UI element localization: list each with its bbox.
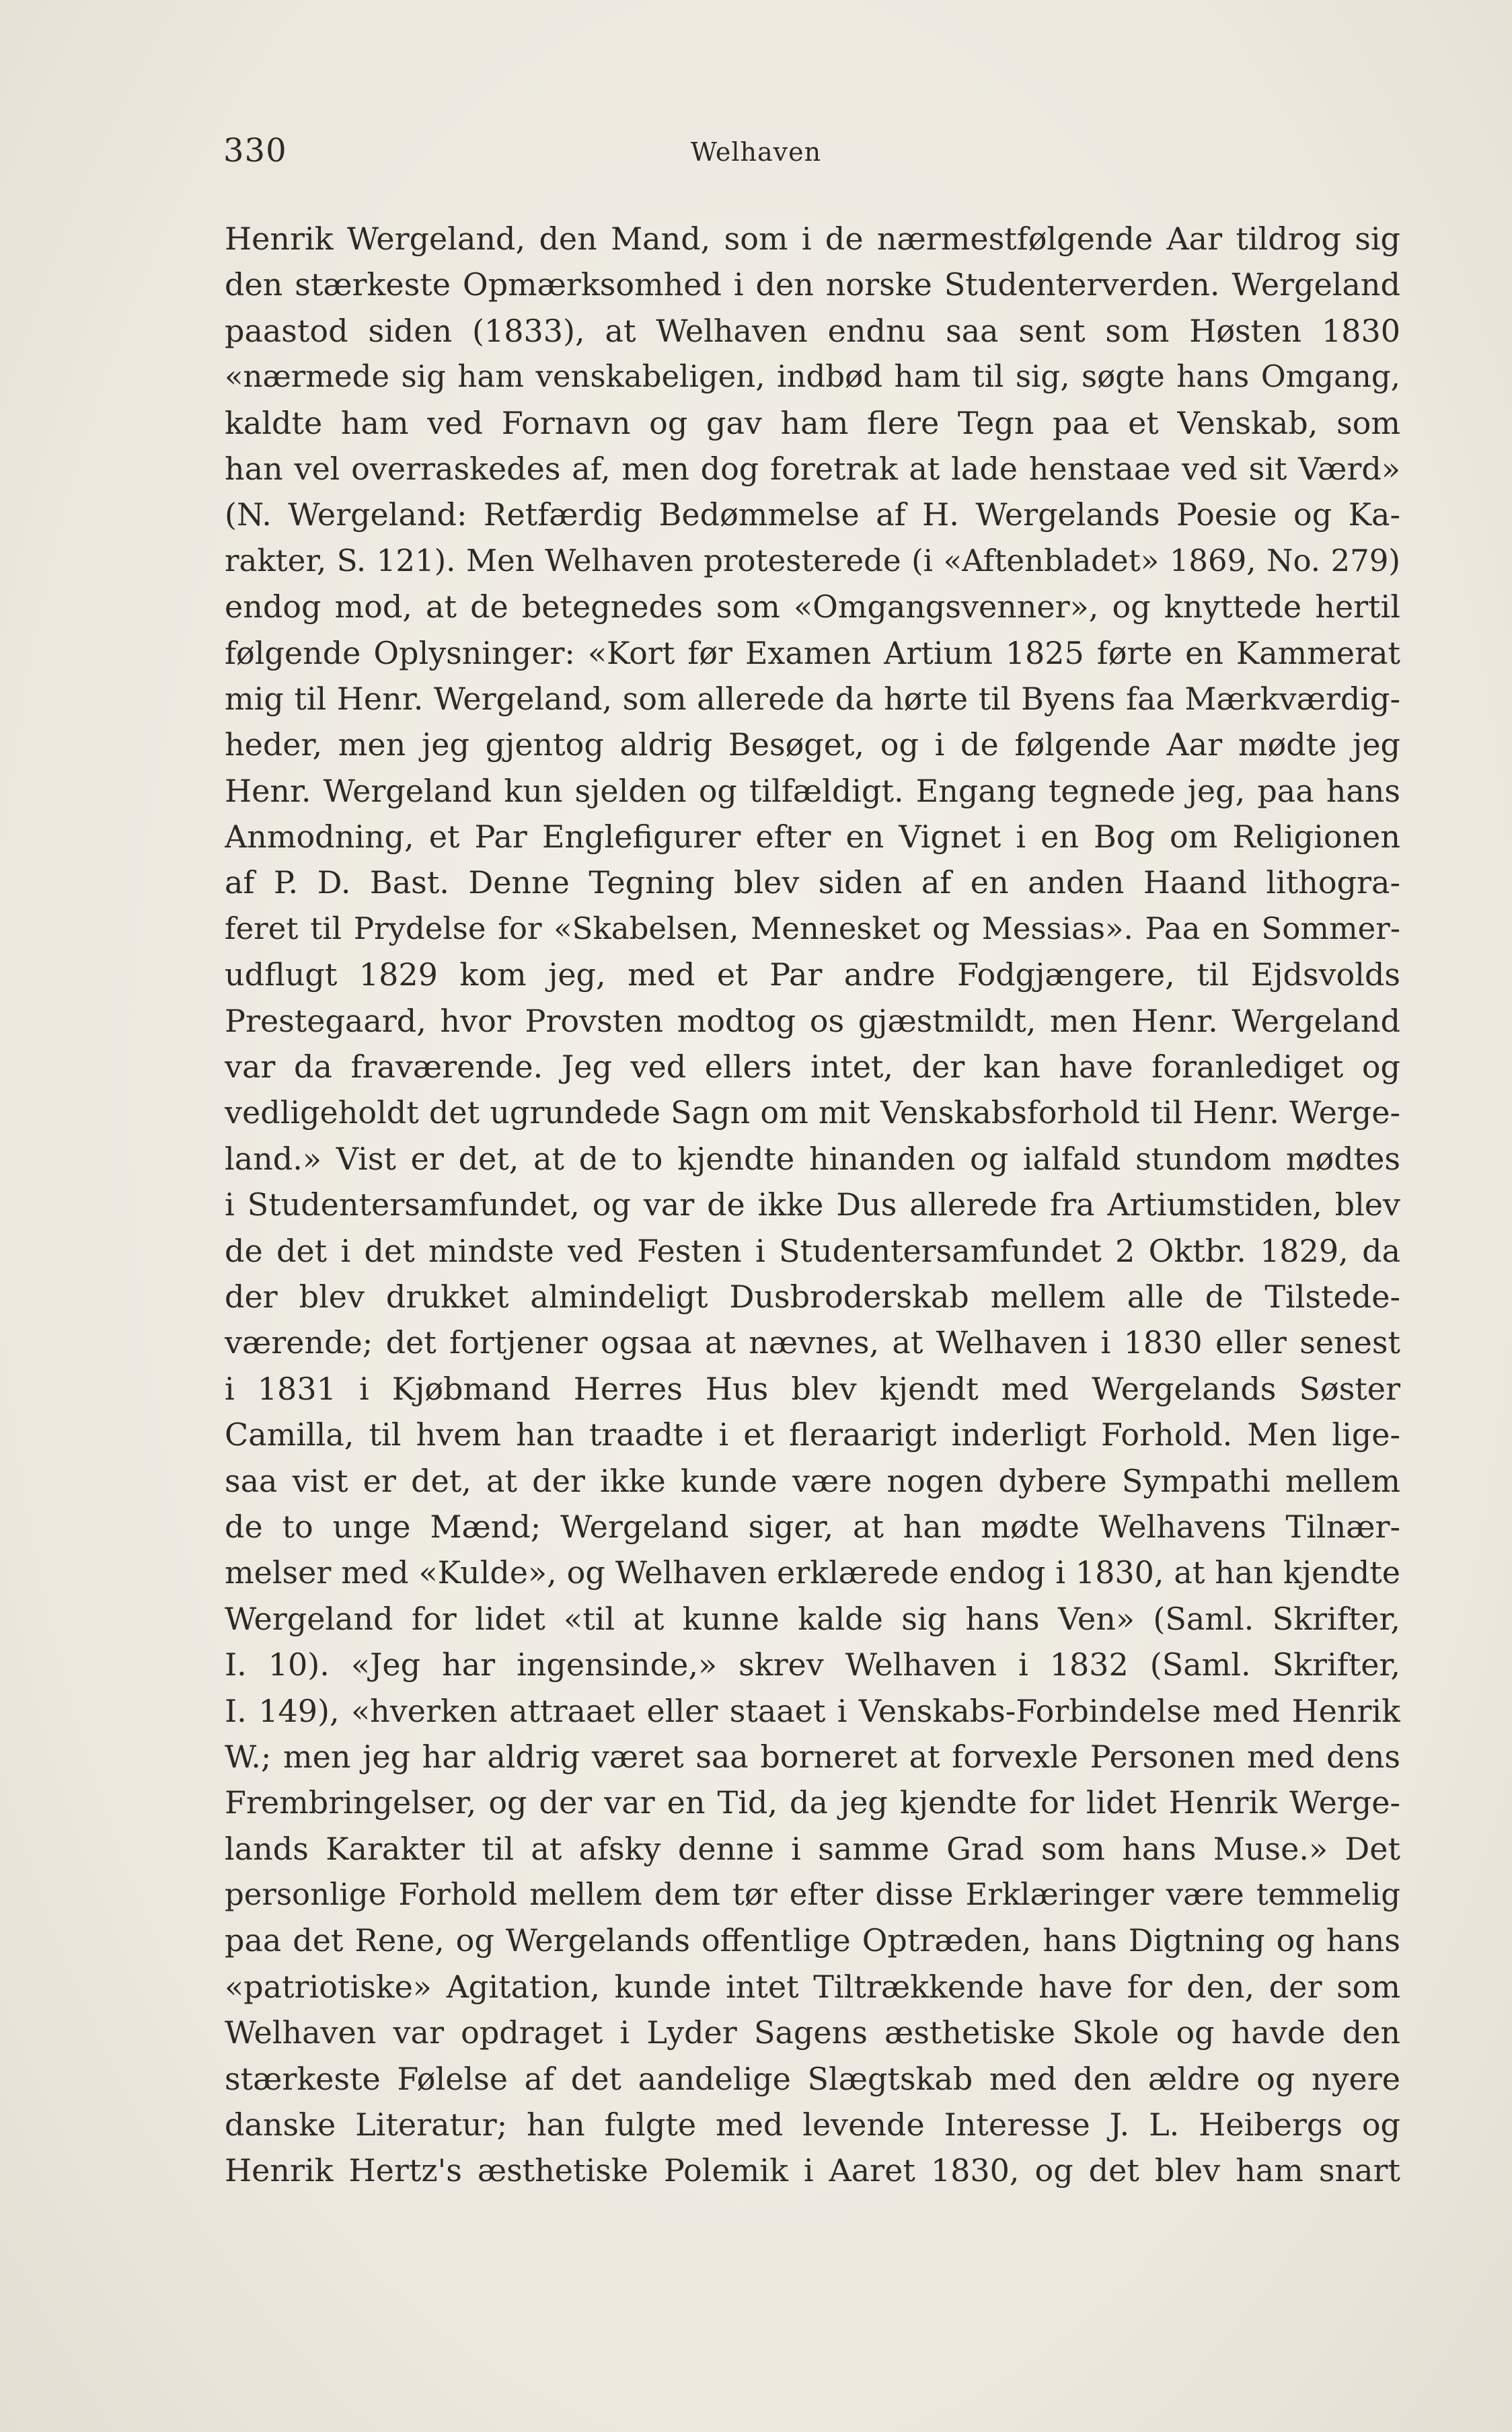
text-line: Welhaven var opdraget i Lyder Sagens æsthetiske Skole og havde den [225,2014,1400,2051]
text-line: Henr. Wergeland kun sjelden og tilfældigt. Engang tegnede jeg, paa hans [225,772,1400,809]
text-line: kaldte ham ved Fornavn og gav ham flere Tegn paa et Venskab, som [225,404,1400,441]
text-line: saa vist er det, at der ikke kunde være nogen dybere Sympathi mellem [225,1462,1400,1499]
text-line: Henrik Hertz's æsthetiske Polemik i Aaret 1830, og det blev ham snart [225,2152,1400,2189]
text-line: (N. Wergeland: Retfærdig Bedømmelse af H. Wergelands Poesie og Ka- [225,496,1400,533]
page-number: 330 [223,132,287,169]
text-line: udflugt 1829 kom jeg, med et Par andre Fodgjængere, til Ejdsvolds [225,956,1400,993]
text-line: følgende Oplysninger: «Kort før Examen Artium 1825 førte en Kammerat [225,634,1400,671]
text-line: de det i det mindste ved Festen i Studentersamfundet 2 Oktbr. 1829, da [225,1232,1400,1269]
text-line: mig til Henr. Wergeland, som allerede da hørte til Byens faa Mærkværdig- [225,680,1400,717]
running-title: Welhaven [690,137,822,167]
text-line: Wergeland for lidet «til at kunne kalde sig hans Ven» (Saml. Skrifter, [225,1600,1400,1637]
text-line: Henrik Wergeland, den Mand, som i de nærmestfølgende Aar tildrog sig [225,221,1400,257]
text-line: Anmodning, et Par Englefigurer efter en Vignet i en Bog om Religionen [225,819,1400,856]
text-line: «nærmede sig ham venskabeligen, indbød ham til sig, søgte hans Omgang, [225,358,1400,395]
text-line: melser med «Kulde», og Welhaven erklærede endog i 1830, at han kjendte [225,1554,1400,1591]
text-line: i 1831 i Kjøbmand Herres Hus blev kjendt med Wergelands Søster [225,1370,1400,1407]
text-line: endog mod, at de betegnedes som «Omgangsvenner», og knyttede hertil [225,588,1400,625]
text-line: Camilla, til hvem han traadte i et fleraarigt inderligt Forhold. Men lige- [225,1416,1400,1453]
text-line: rakter, S. 121). Men Welhaven protesterede (i «Aftenbladet» 1869, No. 279) [225,542,1400,578]
text-line: af P. D. Bast. Denne Tegning blev siden af en anden Haand lithogra- [225,864,1400,901]
text-line: stærkeste Følelse af det aandelige Slægtskab med den ældre og nyere [225,2060,1400,2097]
text-line: «patriotiske» Agitation, kunde intet Tiltrækkende have for den, der som [225,1968,1400,2005]
text-line: feret til Prydelse for «Skabelsen, Mennesket og Messias». Paa en Sommer- [225,910,1400,946]
text-line: paastod siden (1833), at Welhaven endnu saa sent som Høsten 1830 [225,312,1400,349]
text-line: i Studentersamfundet, og var de ikke Dus allerede fra Artiumstiden, blev [225,1186,1400,1223]
text-line: var da fraværende. Jeg ved ellers intet, der kan have foranlediget og [225,1049,1400,1086]
text-line: heder, men jeg gjentog aldrig Besøget, og i de følgende Aar mødte jeg [225,726,1400,763]
text-line: vedligeholdt det ugrundede Sagn om mit Venskabsforhold til Henr. Werge- [225,1094,1400,1131]
text-line: lands Karakter til at afsky denne i samme Grad som hans Muse.» Det [225,1830,1400,1867]
text-line: personlige Forhold mellem dem tør efter disse Erklæringer være temmelig [225,1876,1400,1913]
text-line: danske Literatur; han fulgte med levende Interesse J. L. Heibergs og [225,2106,1400,2143]
text-line: de to unge Mænd; Wergeland siger, at han mødte Welhavens Tilnær- [225,1508,1400,1545]
text-line: der blev drukket almindeligt Dusbroderskab mellem alle de Tilstede- [225,1278,1400,1315]
text-line: Prestegaard, hvor Provsten modtog os gjæstmildt, men Henr. Wergeland [225,1002,1400,1039]
text-line: Frembringelser, og der var en Tid, da jeg kjendte for lidet Henrik Werge- [225,1784,1400,1821]
text-line: paa det Rene, og Wergelands offentlige Optræden, hans Digtning og hans [225,1922,1400,1959]
text-line: I. 149), «hverken attraaet eller staaet i Venskabs-Forbindelse med Henrik [225,1692,1400,1729]
text-line: W.; men jeg har aldrig været saa borneret at forvexle Personen med dens [225,1738,1400,1775]
text-line: I. 10). «Jeg har ingensinde,» skrev Welhaven i 1832 (Saml. Skrifter, [225,1646,1400,1683]
text-line: land.» Vist er det, at de to kjendte hinanden og ialfald stundom mødtes [225,1140,1400,1177]
text-line: værende; det fortjener ogsaa at nævnes, at Welhaven i 1830 eller senest [225,1324,1400,1361]
text-line: den stærkeste Opmærksomhed i den norske Studenterverden. Wergeland [225,266,1400,303]
text-line: han vel overraskedes af, men dog foretrak at lade henstaae ved sit Værd» [225,450,1400,487]
body-text [225,216,1400,2194]
